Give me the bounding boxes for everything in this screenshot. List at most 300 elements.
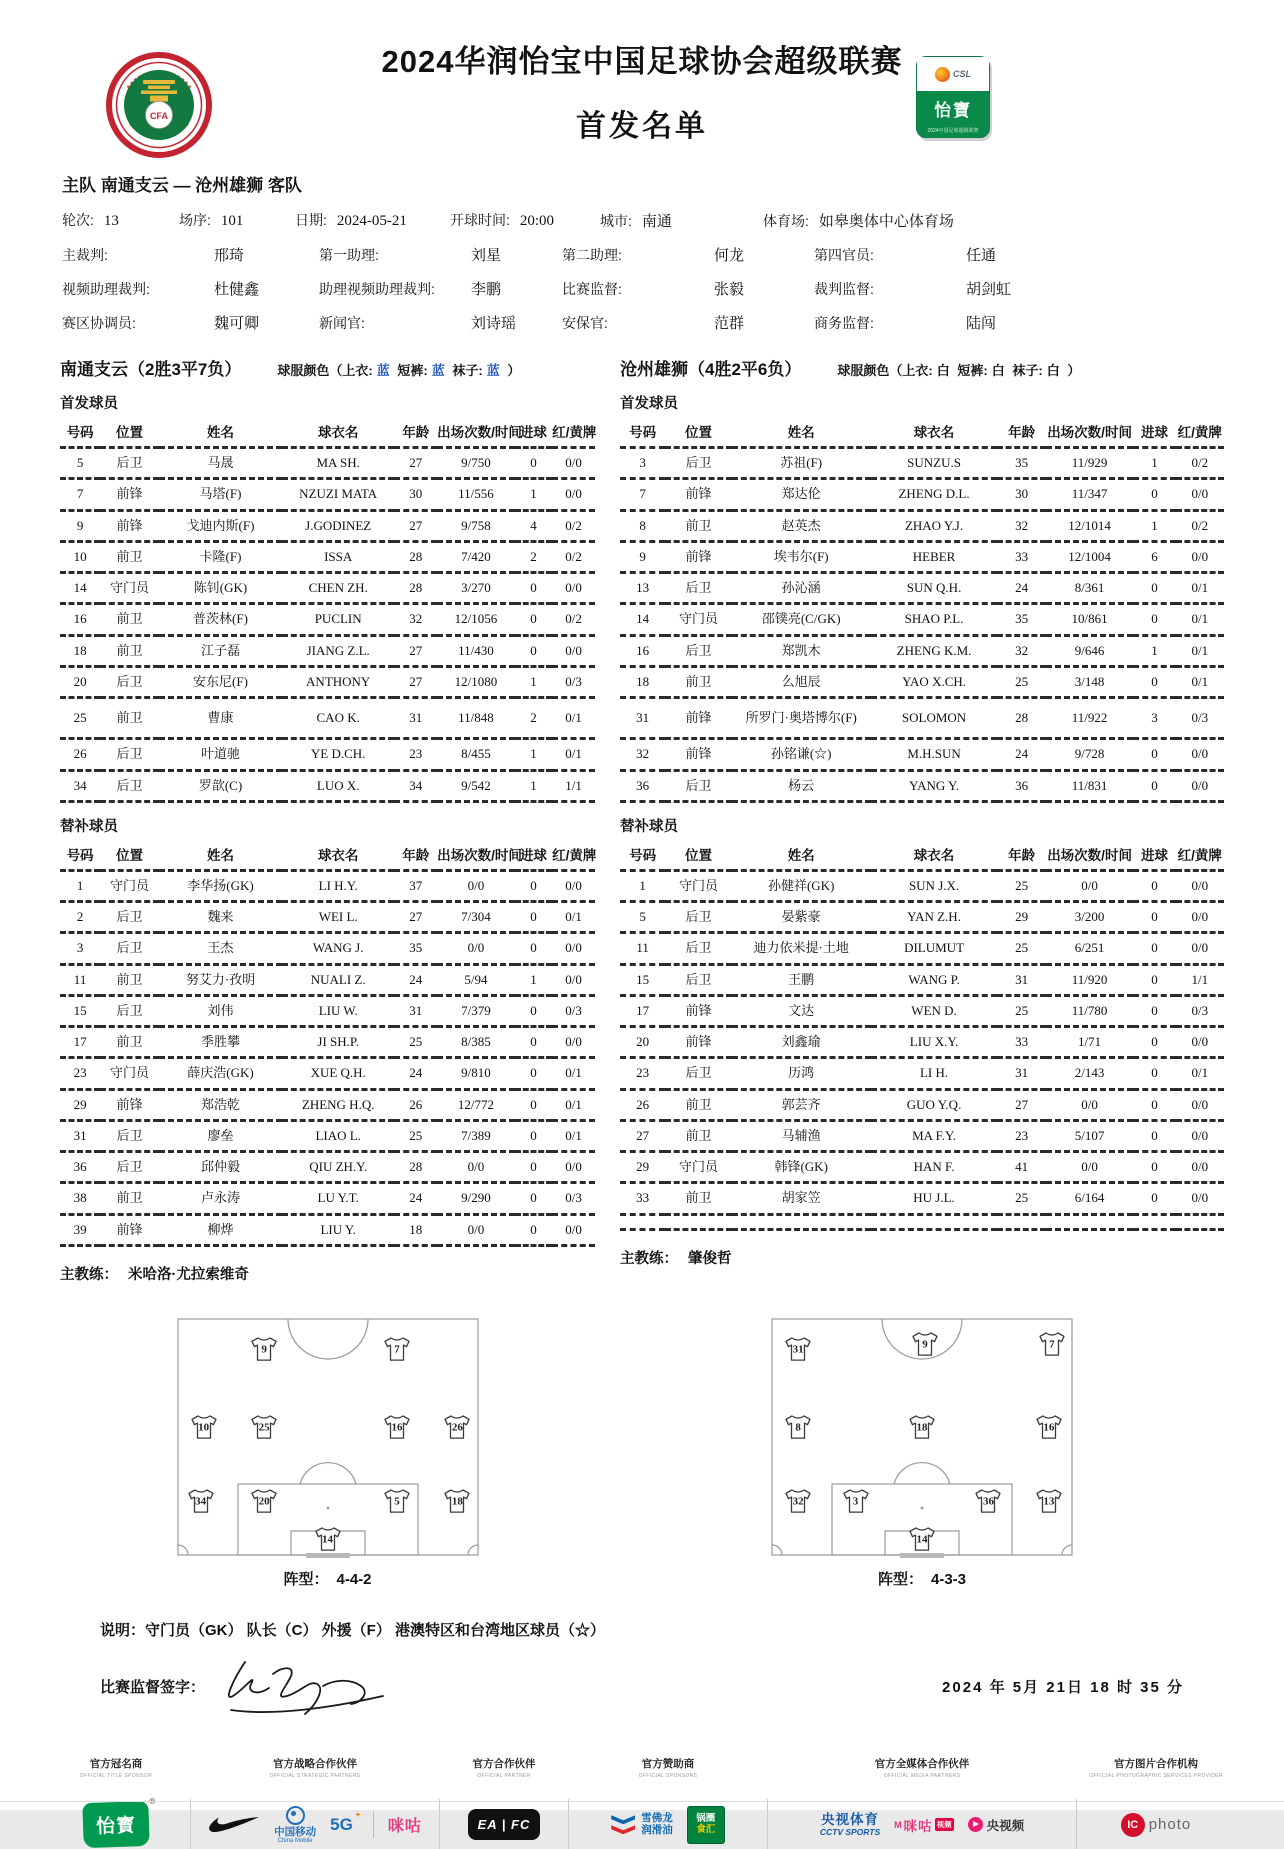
play-icon xyxy=(968,1817,983,1832)
table-cell: 后卫 xyxy=(100,1152,159,1183)
table-cell: GUO Y.Q. xyxy=(871,1089,998,1120)
table-row xyxy=(60,573,595,604)
table-cell: JIANG Z.L. xyxy=(282,635,394,666)
home-team-name: 南通支云（2胜3平7负） xyxy=(60,360,242,379)
column-header: 号码 xyxy=(620,417,665,448)
jersey-number: 16 xyxy=(391,1421,403,1434)
sponsor-group-partner xyxy=(440,1756,568,1849)
table-cell: 20 xyxy=(60,666,100,697)
table-cell: 0/0 xyxy=(1176,1152,1224,1183)
table-cell: 3/200 xyxy=(1046,902,1134,933)
table-row xyxy=(60,510,595,541)
table-cell: 守门员 xyxy=(100,1058,159,1089)
table-cell: 1 xyxy=(515,964,552,995)
column-header: 年龄 xyxy=(997,840,1045,871)
table-cell: 刘伟 xyxy=(159,995,282,1026)
table-cell: 18 xyxy=(620,666,665,697)
column-header: 姓名 xyxy=(732,840,871,871)
supervisor-signature xyxy=(211,1656,401,1722)
player-jersey-icon xyxy=(313,1527,343,1552)
jersey-number: 25 xyxy=(258,1421,270,1434)
table-cell: 1 xyxy=(515,739,552,770)
table-cell: 前卫 xyxy=(100,541,159,572)
table-cell: LIU W. xyxy=(282,995,394,1026)
home-formation-caption xyxy=(60,1568,595,1589)
table-cell: 马晟 xyxy=(159,448,282,479)
home-subs-table xyxy=(60,840,595,1247)
table-cell: 0/0 xyxy=(437,1214,515,1245)
home-coach-line xyxy=(60,1263,595,1284)
table-cell: 31 xyxy=(620,698,665,739)
table-cell: LIU Y. xyxy=(282,1214,394,1245)
table-cell: 0/0 xyxy=(1176,479,1224,510)
info-label: 助理视频助理裁判: xyxy=(319,281,435,297)
table-row xyxy=(620,1089,1224,1120)
table-cell: 12/1080 xyxy=(437,666,515,697)
player-jersey-icon xyxy=(1034,1415,1064,1440)
table-cell: 0/0 xyxy=(552,870,595,901)
info-label: 第一助理: xyxy=(319,247,379,263)
table-cell: 0/3 xyxy=(1176,995,1224,1026)
info-pair xyxy=(450,210,600,231)
table-cell: 后卫 xyxy=(100,739,159,770)
table-cell: MA F.Y. xyxy=(871,1120,998,1151)
formation-label: 阵型： xyxy=(283,1570,329,1588)
column-header: 红/黄牌 xyxy=(1176,417,1224,448)
table-cell: 后卫 xyxy=(100,448,159,479)
table-cell: 郑浩乾 xyxy=(159,1089,282,1120)
table-cell: WEN D. xyxy=(871,995,998,1026)
info-value: 13 xyxy=(103,213,119,229)
table-cell: 守门员 xyxy=(100,870,159,901)
info-value: 范群 xyxy=(714,316,745,332)
table-cell: 27 xyxy=(394,666,437,697)
column-header: 红/黄牌 xyxy=(552,840,595,871)
column-header: 年龄 xyxy=(394,417,437,448)
column-header: 年龄 xyxy=(394,840,437,871)
5g-logo: 5G ✦ xyxy=(330,1815,359,1835)
info-pair xyxy=(763,210,954,231)
table-cell: 32 xyxy=(620,739,665,770)
table-cell: LI H. xyxy=(871,1058,998,1089)
player-jersey-icon xyxy=(249,1336,279,1361)
info-value: 陆闯 xyxy=(966,316,997,332)
table-cell: 孙沁涵 xyxy=(732,573,871,604)
legend-note: 说明：守门员（GK） 队长（C） 外援（F） 港澳特区和台湾地区球员（☆） xyxy=(100,1621,606,1639)
table-cell: 0 xyxy=(515,870,552,901)
table-row xyxy=(620,840,1224,871)
table-cell: 后卫 xyxy=(100,666,159,697)
table-cell: 5/107 xyxy=(1046,1120,1134,1151)
sponsor-group-sublabel: OFFICIAL TITLE SPONSOR xyxy=(79,1772,153,1779)
table-cell: 0/0 xyxy=(552,635,595,666)
info-label: 日期: xyxy=(295,212,327,228)
table-cell: 7 xyxy=(60,479,100,510)
table-cell: 埃韦尔(F) xyxy=(732,541,871,572)
table-cell: 15 xyxy=(620,964,665,995)
table-row xyxy=(620,417,1224,448)
home-team-section xyxy=(60,351,595,1284)
table-row xyxy=(620,1183,1224,1214)
table-row xyxy=(60,1214,595,1245)
table-cell: 35 xyxy=(394,933,437,964)
table-cell: 前卫 xyxy=(100,604,159,635)
table-row xyxy=(620,739,1224,770)
table-cell: 0 xyxy=(1133,870,1175,901)
table-cell: 1 xyxy=(515,479,552,510)
table-cell: 0/0 xyxy=(1176,770,1224,801)
home-pitch-diagram xyxy=(177,1318,479,1556)
info-value: 胡剑虹 xyxy=(966,282,1012,298)
table-cell: 5 xyxy=(60,448,100,479)
jersey-number: 13 xyxy=(1043,1495,1055,1508)
table-cell: 王杰 xyxy=(159,933,282,964)
table-cell: 0 xyxy=(515,1183,552,1214)
table-cell: 16 xyxy=(620,635,665,666)
table-cell: 37 xyxy=(394,870,437,901)
table-cell: 5/94 xyxy=(437,964,515,995)
info-label: 比赛监督: xyxy=(562,281,622,297)
table-cell: 24 xyxy=(394,1058,437,1089)
table-cell: 23 xyxy=(394,739,437,770)
table-cell: 前锋 xyxy=(665,995,731,1026)
table-cell: 1 xyxy=(60,870,100,901)
table-cell: 前锋 xyxy=(665,541,731,572)
kit-label: 袜子: xyxy=(1012,363,1043,378)
table-cell: 6/164 xyxy=(1046,1183,1134,1214)
info-label: 城市: xyxy=(600,213,632,229)
player-jersey-icon xyxy=(442,1415,472,1440)
table-cell: 卢永涛 xyxy=(159,1183,282,1214)
sponsor-group-media xyxy=(768,1756,1076,1849)
table-cell: 后卫 xyxy=(665,448,731,479)
table-cell: 8/385 xyxy=(437,1027,515,1058)
table-cell: 0 xyxy=(515,573,552,604)
table-cell: 11 xyxy=(60,964,100,995)
table-cell: 1/1 xyxy=(552,770,595,801)
table-cell: 23 xyxy=(60,1058,100,1089)
table-cell: 0/0 xyxy=(437,1152,515,1183)
table-cell: 0 xyxy=(1133,933,1175,964)
table-cell: 安东尼(F) xyxy=(159,666,282,697)
sponsor-group-sublabel: OFFICIAL STRATEGIC PARTNERS xyxy=(269,1772,361,1779)
table-cell: QIU ZH.Y. xyxy=(282,1152,394,1183)
player-jersey-icon xyxy=(907,1527,937,1552)
table-cell: 文达 xyxy=(732,995,871,1026)
table-cell: 0 xyxy=(1133,770,1175,801)
table-row xyxy=(620,902,1224,933)
away-subs-table xyxy=(620,840,1224,1231)
table-cell: 0/2 xyxy=(552,510,595,541)
table-cell: 23 xyxy=(620,1058,665,1089)
info-pair xyxy=(319,244,562,265)
table-cell: 前卫 xyxy=(665,1183,731,1214)
kit-shorts-color: 白 xyxy=(991,363,1005,378)
table-cell xyxy=(1046,1214,1134,1229)
jersey-number: 16 xyxy=(1043,1421,1055,1434)
info-label: 新闻官: xyxy=(319,315,365,331)
coach-label: 主教练： xyxy=(620,1250,678,1267)
info-pair xyxy=(600,210,763,231)
table-cell: 14 xyxy=(60,573,100,604)
table-cell: 3/148 xyxy=(1046,666,1134,697)
jersey-number: 5 xyxy=(394,1495,400,1508)
page-title: 2024华润怡宝中国足球协会超级联赛 xyxy=(381,44,903,79)
table-row xyxy=(60,870,595,901)
table-cell: 27 xyxy=(394,902,437,933)
table-cell: 1 xyxy=(620,870,665,901)
table-cell: 前锋 xyxy=(665,1027,731,1058)
column-header: 号码 xyxy=(620,840,665,871)
table-cell: 24 xyxy=(997,739,1045,770)
csl-flame-icon xyxy=(935,67,950,82)
home-starters-label: 首发球员 xyxy=(60,396,118,412)
table-cell: PUCLIN xyxy=(282,604,394,635)
table-cell: 12/772 xyxy=(437,1089,515,1120)
table-cell: 迪力依米提·土地 xyxy=(732,933,871,964)
csl-yibao-badge-icon xyxy=(916,56,990,138)
info-pair xyxy=(62,244,319,265)
table-cell: 0 xyxy=(515,604,552,635)
table-cell: 32 xyxy=(997,510,1045,541)
guoquan-logo: 锅圈 食汇 xyxy=(687,1806,725,1844)
table-cell: 9/810 xyxy=(437,1058,515,1089)
home-subs-body xyxy=(60,870,595,1245)
page-bottom-rule xyxy=(0,1801,1284,1802)
table-cell: 11 xyxy=(620,933,665,964)
table-row xyxy=(620,698,1224,739)
table-cell: 12/1056 xyxy=(437,604,515,635)
table-cell: 17 xyxy=(60,1027,100,1058)
table-cell: WANG J. xyxy=(282,933,394,964)
sponsor-group-photo xyxy=(1077,1756,1235,1849)
table-cell: LIAO L. xyxy=(282,1120,394,1151)
table-cell: ZHENG K.M. xyxy=(871,635,998,666)
table-cell: 郭芸齐 xyxy=(732,1089,871,1120)
table-cell: 郑凯木 xyxy=(732,635,871,666)
table-cell: 9 xyxy=(620,541,665,572)
home-coach-name: 米哈洛·尤拉索维奇 xyxy=(128,1266,249,1283)
table-cell: CAO K. xyxy=(282,698,394,739)
table-cell: 0/0 xyxy=(552,448,595,479)
table-cell: 前锋 xyxy=(665,698,731,739)
chevron-icon xyxy=(611,1815,635,1834)
table-cell: 36 xyxy=(60,1152,100,1183)
table-cell: 0 xyxy=(1133,666,1175,697)
kit-label: 球服颜色（上衣: xyxy=(277,363,373,378)
player-jersey-icon xyxy=(907,1415,937,1440)
table-cell: 0 xyxy=(1133,1183,1175,1214)
table-cell: 0 xyxy=(1133,995,1175,1026)
sponsor-group-strategic xyxy=(191,1756,439,1849)
table-cell: 0/3 xyxy=(552,1183,595,1214)
column-header: 球衣名 xyxy=(282,840,394,871)
ea-sports-fc-logo: EA | FC xyxy=(468,1809,541,1840)
away-starters-table xyxy=(620,417,1224,803)
table-cell: 17 xyxy=(620,995,665,1026)
table-cell: 前卫 xyxy=(100,1183,159,1214)
table-cell: 31 xyxy=(60,1120,100,1151)
kit-shirt-color: 蓝 xyxy=(376,363,390,378)
info-pair xyxy=(179,210,295,231)
table-cell: 0/0 xyxy=(1176,739,1224,770)
table-cell: 陈钊(GK) xyxy=(159,573,282,604)
table-cell: 前卫 xyxy=(665,1089,731,1120)
table-cell: 16 xyxy=(60,604,100,635)
table-row xyxy=(620,1058,1224,1089)
table-cell: ISSA xyxy=(282,541,394,572)
table-cell: 29 xyxy=(620,1152,665,1183)
table-cell: 0 xyxy=(1133,604,1175,635)
table-cell: 柳烨 xyxy=(159,1214,282,1245)
table-cell xyxy=(732,1214,871,1229)
column-header: 出场次数/时间 xyxy=(437,840,515,871)
info-value: 20:00 xyxy=(519,213,555,229)
info-pair xyxy=(814,278,1284,299)
table-cell: 孙铭谦(☆) xyxy=(732,739,871,770)
table-cell: 0 xyxy=(515,1089,552,1120)
table-cell: 10 xyxy=(60,541,100,572)
table-cell: 前卫 xyxy=(100,1027,159,1058)
table-cell: 25 xyxy=(997,666,1045,697)
table-cell: 0/0 xyxy=(1176,1183,1224,1214)
info-pair xyxy=(62,312,319,333)
kit-socks-color: 蓝 xyxy=(486,363,500,378)
table-cell: 26 xyxy=(620,1089,665,1120)
player-jersey-icon xyxy=(841,1489,871,1514)
table-cell: 0/1 xyxy=(552,1058,595,1089)
table-cell: 5 xyxy=(620,902,665,933)
table-cell: 31 xyxy=(997,1058,1045,1089)
sponsor-group-label: 官方合作伙伴 xyxy=(472,1757,536,1770)
table-cell: 11/929 xyxy=(1046,448,1134,479)
away-formation-caption xyxy=(620,1568,1224,1589)
table-cell: 0/0 xyxy=(437,933,515,964)
table-cell: SUN J.X. xyxy=(871,870,998,901)
table-cell: 1 xyxy=(1133,448,1175,479)
table-cell: 1 xyxy=(1133,510,1175,541)
cctv-sports-logo: 央视体育 CCTV SPORTS xyxy=(819,1811,881,1837)
cfa-ball-text: CFA xyxy=(150,111,168,121)
info-label: 商务监督: xyxy=(814,315,874,331)
table-row xyxy=(60,995,595,1026)
kit-shorts-color: 蓝 xyxy=(431,363,445,378)
table-row xyxy=(60,541,595,572)
info-label: 赛区协调员: xyxy=(62,315,136,331)
jersey-number: 7 xyxy=(394,1343,400,1356)
info-label: 裁判监督: xyxy=(814,281,874,297)
table-row xyxy=(60,666,595,697)
jersey-number: 31 xyxy=(792,1343,804,1356)
table-cell: 所罗门·奥塔博尔(F) xyxy=(732,698,871,739)
away-subs-body xyxy=(620,870,1224,1229)
table-row xyxy=(620,770,1224,801)
table-row xyxy=(620,1152,1224,1183)
away-coach-name: 肇俊哲 xyxy=(688,1250,732,1267)
table-cell: ZHENG D.L. xyxy=(871,479,998,510)
info-value: 如皋奥体中心体育场 xyxy=(818,214,954,230)
player-jersey-icon xyxy=(382,1415,412,1440)
table-cell: 3 xyxy=(60,933,100,964)
sponsor-group-sublabel: OFFICIAL SPONSORS xyxy=(638,1772,698,1779)
table-row xyxy=(620,1027,1224,1058)
info-value: 任通 xyxy=(966,248,997,264)
info-label: 场序: xyxy=(179,212,211,228)
table-cell: 35 xyxy=(997,448,1045,479)
info-value: 张毅 xyxy=(714,282,745,298)
table-row xyxy=(620,573,1224,604)
info-value: 何龙 xyxy=(714,248,745,264)
table-cell: 0 xyxy=(1133,964,1175,995)
table-row xyxy=(60,1183,595,1214)
table-cell: 9/750 xyxy=(437,448,515,479)
table-cell xyxy=(1133,1214,1175,1229)
table-cell: 27 xyxy=(394,510,437,541)
table-cell: 0/2 xyxy=(552,604,595,635)
table-cell: LI H.Y. xyxy=(282,870,394,901)
info-pair xyxy=(295,210,450,231)
info-value: 李鹏 xyxy=(471,282,502,298)
table-cell: 前锋 xyxy=(665,739,731,770)
table-cell: 0/3 xyxy=(1176,698,1224,739)
table-cell: 11/922 xyxy=(1046,698,1134,739)
info-value: 魏可卿 xyxy=(214,316,260,332)
table-cell: 0 xyxy=(515,448,552,479)
table-cell: 0/0 xyxy=(1176,902,1224,933)
table-cell: 0/0 xyxy=(1046,1152,1134,1183)
sponsor-group-label: 官方赞助商 xyxy=(641,1757,695,1770)
table-cell: 马辅渔 xyxy=(732,1120,871,1151)
table-cell: 0/0 xyxy=(1176,1027,1224,1058)
kit-label: ） xyxy=(507,363,521,378)
table-cell: YAN Z.H. xyxy=(871,902,998,933)
table-cell: 30 xyxy=(394,479,437,510)
cfa-badge-icon xyxy=(106,52,212,163)
table-cell: LIU X.Y. xyxy=(871,1027,998,1058)
table-cell: 9/290 xyxy=(437,1183,515,1214)
table-cell: 20 xyxy=(620,1027,665,1058)
table-cell: 25 xyxy=(997,1183,1045,1214)
table-cell: J.GODINEZ xyxy=(282,510,394,541)
table-cell: 0 xyxy=(1133,573,1175,604)
table-cell: 2 xyxy=(515,698,552,739)
kit-label: 短裤: xyxy=(397,363,428,378)
table-cell: 11/347 xyxy=(1046,479,1134,510)
info-pair xyxy=(62,278,319,299)
info-pair xyxy=(562,278,814,299)
table-cell: 后卫 xyxy=(665,770,731,801)
matchup-line: 主队 南通支云 — 沧州雄狮 客队 xyxy=(62,176,302,195)
table-cell: JI SH.P. xyxy=(282,1027,394,1058)
jersey-number: 9 xyxy=(261,1343,267,1356)
column-header: 年龄 xyxy=(997,417,1045,448)
player-jersey-icon xyxy=(249,1489,279,1514)
table-cell: 25 xyxy=(394,1027,437,1058)
table-cell: 6/251 xyxy=(1046,933,1134,964)
info-label: 轮次: xyxy=(62,212,94,228)
table-cell: 刘鑫瑜 xyxy=(732,1027,871,1058)
table-cell: SHAO P.L. xyxy=(871,604,998,635)
table-row xyxy=(60,417,595,448)
table-cell: 1 xyxy=(515,666,552,697)
table-cell: 普茨林(F) xyxy=(159,604,282,635)
table-cell: 0/0 xyxy=(1176,933,1224,964)
table-cell: 赵英杰 xyxy=(732,510,871,541)
column-header: 红/黄牌 xyxy=(552,417,595,448)
table-row xyxy=(620,995,1224,1026)
table-cell: 0/0 xyxy=(1176,1120,1224,1151)
table-cell: 0/1 xyxy=(552,739,595,770)
